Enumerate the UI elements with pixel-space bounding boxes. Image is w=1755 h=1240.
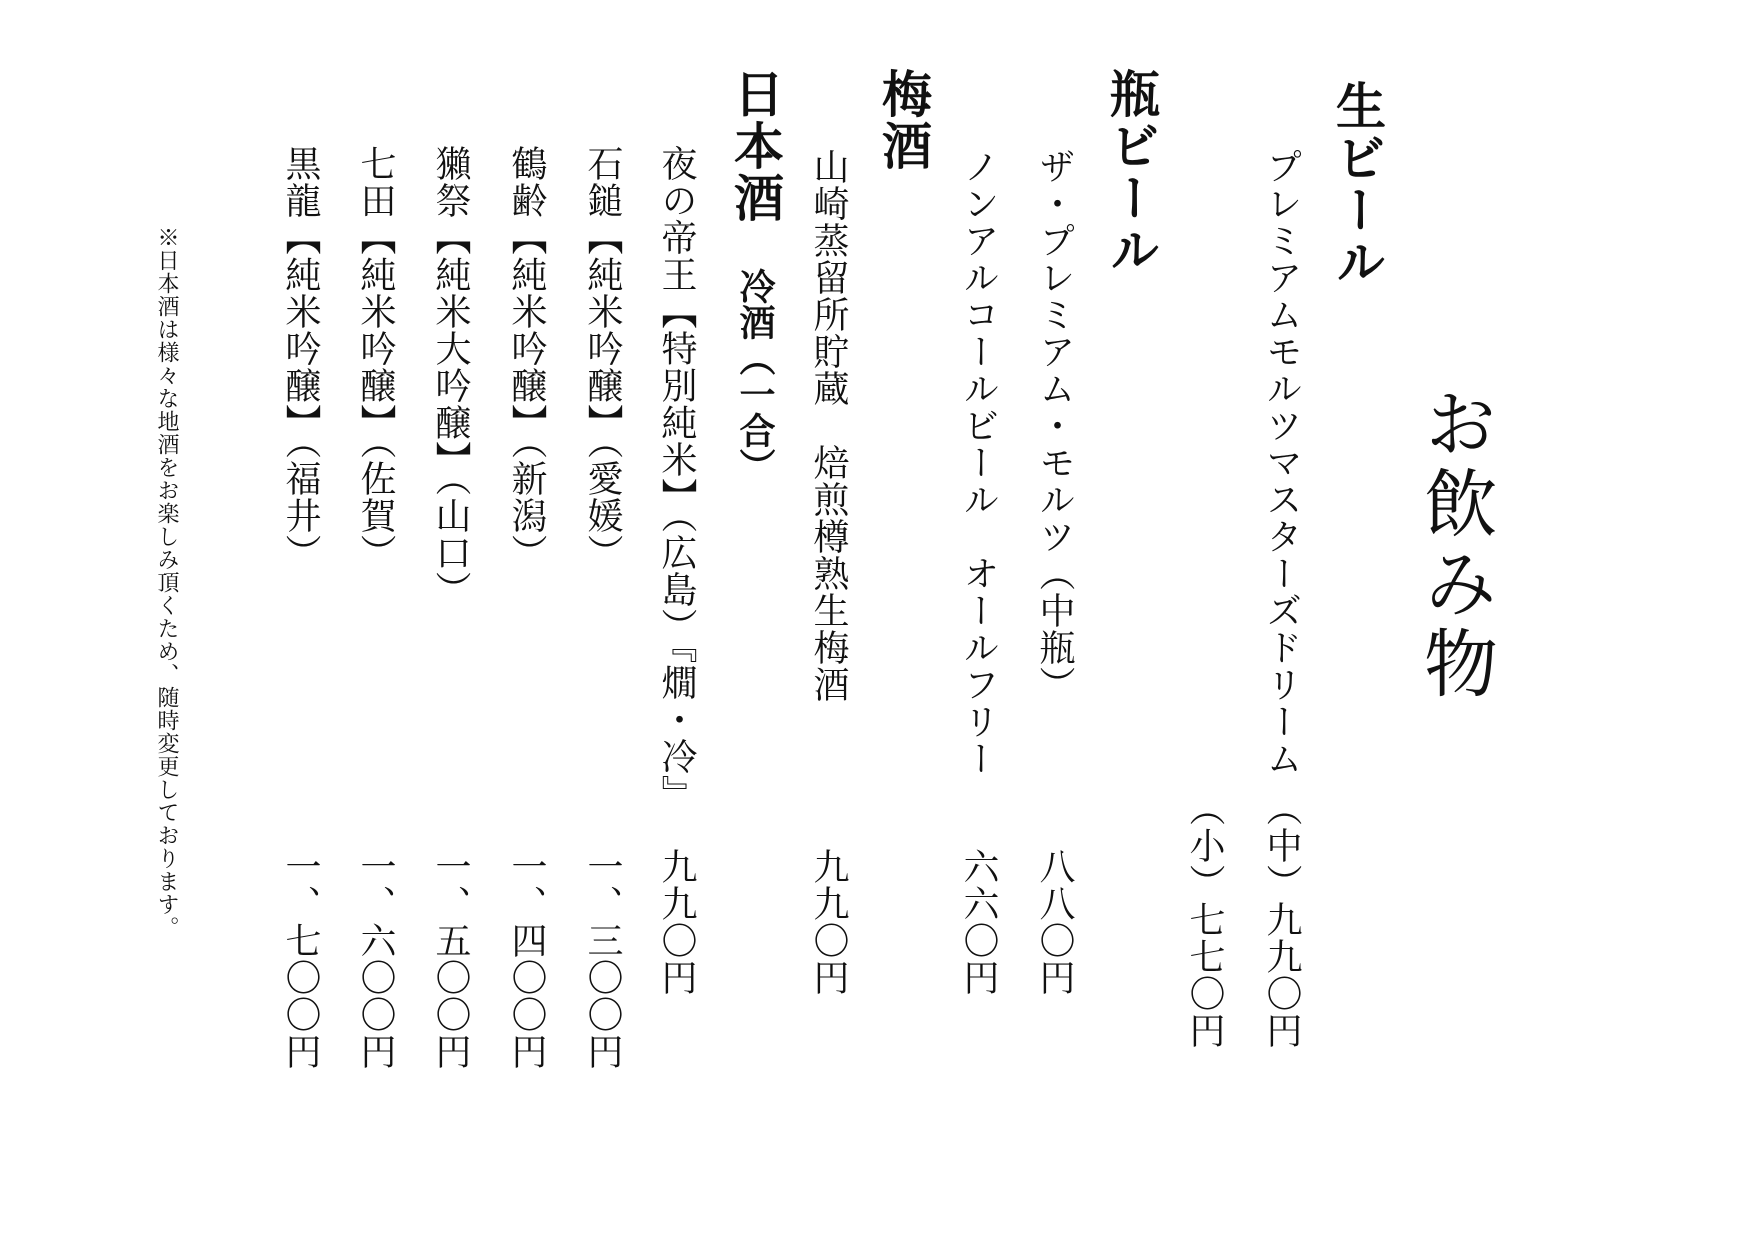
footnote: ※日本酒は様々な地酒をお楽しみ頂くため、随時変更しております。 bbox=[154, 226, 179, 939]
menu-item-name: ザ・プレミアム・モルツ（中瓶） bbox=[1034, 148, 1075, 703]
menu-item-price: 九九〇円 bbox=[808, 848, 849, 996]
menu-item-name: ノンアルコールビール オールフリー bbox=[958, 148, 999, 777]
menu-item-price: 一、五〇〇円 bbox=[430, 848, 471, 1070]
menu-item-price: 六六〇円 bbox=[958, 848, 999, 996]
menu-item-price: 一、七〇〇円 bbox=[280, 848, 321, 1070]
menu-item-name: 獺祭【純米大吟醸】（山口） bbox=[430, 145, 471, 608]
section-heading-draft-beer: 生ビール bbox=[1328, 80, 1386, 288]
page-title: お飲み物 bbox=[1412, 385, 1498, 705]
menu-item-price: 一、三〇〇円 bbox=[582, 848, 623, 1070]
menu-item-name: プレミアムモルツマスターズドリーム bbox=[1261, 148, 1302, 777]
menu-item-name: 夜の帝王【特別純米】（広島）『燗・冷』 bbox=[656, 145, 697, 812]
menu-item-name: 石鎚【純米吟醸】（愛媛） bbox=[582, 145, 623, 571]
menu-item-price: 一、六〇〇円 bbox=[355, 848, 396, 1070]
menu-item-price: 八八〇円 bbox=[1034, 848, 1075, 996]
section-subheading-sake: 冷酒（一合） bbox=[734, 268, 775, 484]
menu-item-name: 黒龍【純米吟醸】（福井） bbox=[280, 145, 321, 571]
section-heading-plum-wine: 梅酒 bbox=[874, 68, 932, 172]
menu-item-name: 山崎蒸留所貯蔵 焙煎樽熟生梅酒 bbox=[808, 148, 849, 703]
section-heading-bottled-beer: 瓶ビール bbox=[1102, 68, 1160, 276]
menu-item-price-small: （小）七七〇円 bbox=[1184, 790, 1225, 1049]
menu-item-name: 鶴齢【純米吟醸】（新潟） bbox=[506, 145, 547, 571]
menu-item-price: 一、四〇〇円 bbox=[506, 848, 547, 1070]
menu-item-price: 九九〇円 bbox=[656, 848, 697, 996]
menu-item-price-medium: （中）九九〇円 bbox=[1261, 790, 1302, 1049]
section-heading-sake: 日本酒 bbox=[726, 68, 784, 224]
menu-item-name: 七田【純米吟醸】（佐賀） bbox=[355, 145, 396, 571]
